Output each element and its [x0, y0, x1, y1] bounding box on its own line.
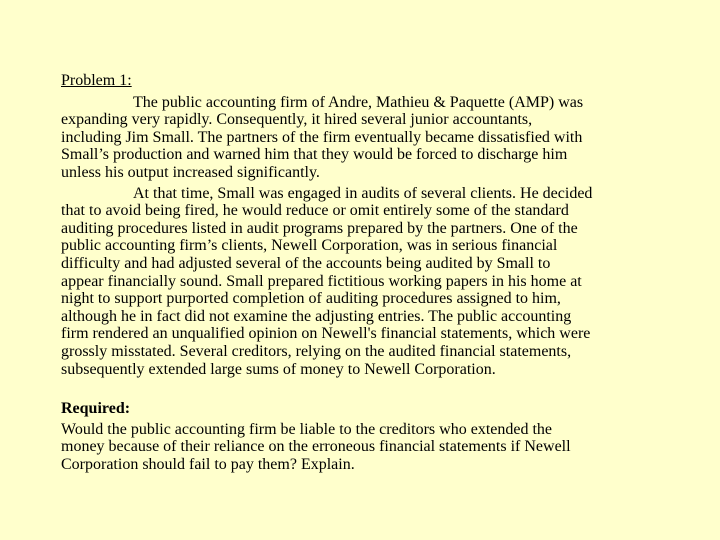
- text-line: The public accounting firm of Andre, Mathieu & Paquette (AMP) was: [133, 93, 584, 111]
- text-line: Would the public accounting firm be liable to the creditors who extended the: [61, 420, 553, 438]
- text-line: although he in fact did not examine the adjusting entries. The public accounting: [61, 307, 572, 325]
- text-line: grossly misstated. Several creditors, relying on the audited financial statements,: [61, 342, 572, 360]
- text-line: At that time, Small was engaged in audits of several clients. He decided: [133, 184, 593, 202]
- text-line: firm rendered an unqualified opinion on Newell's financial statements, which were: [61, 325, 591, 343]
- paragraph-1: [61, 94, 681, 182]
- text-line: Small’s production and warned him that they would be forced to discharge him: [61, 146, 568, 164]
- text-line: that to avoid being fired, he would reduce or omit entirely some of the standard: [61, 202, 569, 220]
- required-text: [61, 421, 681, 474]
- required-heading: Required:: [61, 400, 131, 418]
- text-line: night to support purported completion of auditing procedures assigned to him,: [61, 290, 561, 308]
- paragraph-2: [61, 185, 681, 379]
- document-body: [61, 72, 681, 473]
- text-line: expanding very rapidly. Consequently, it hired several junior accountants,: [61, 111, 533, 129]
- text-line: public accounting firm’s clients, Newell Corporation, was in serious financial: [61, 237, 558, 255]
- text-line: unless his output increased significantly.: [61, 163, 320, 181]
- text-line: difficulty and had adjusted several of the accounts being audited by Small to: [61, 254, 551, 272]
- problem-title: Problem 1:: [61, 72, 132, 89]
- text-line: auditing procedures listed in audit programs prepared by the partners. One of the: [61, 219, 578, 237]
- text-line: money because of their reliance on the erroneous financial statements if Newell: [61, 438, 571, 456]
- text-line: subsequently extended large sums of money to Newell Corporation.: [61, 360, 496, 378]
- text-line: Corporation should fail to pay them? Explain.: [61, 455, 355, 473]
- text-line: appear financially sound. Small prepared fictitious working papers in his home at: [61, 272, 582, 290]
- text-line: including Jim Small. The partners of the firm eventually became dissatisfied with: [61, 128, 583, 146]
